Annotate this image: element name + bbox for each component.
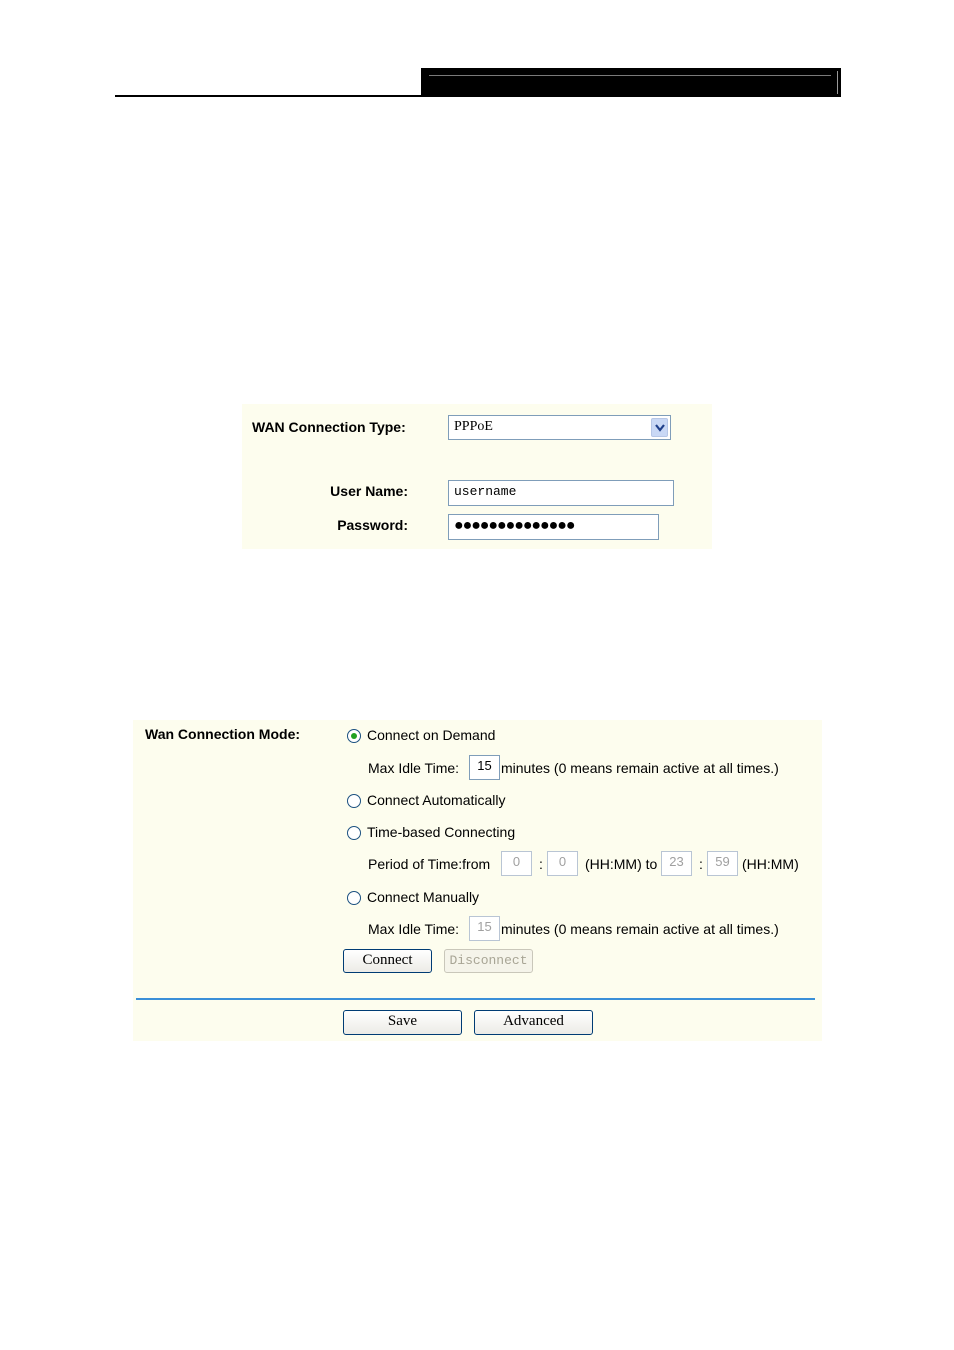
on-demand-idle-label: Max Idle Time: [368,760,460,776]
user-name-field[interactable]: username [448,480,674,506]
connect-on-demand-label: Connect on Demand [367,727,496,743]
on-demand-idle-suffix: minutes (0 means remain active at all times.) [501,760,779,776]
from-minute-input[interactable]: 0 [547,851,578,876]
radio-connect-automatically[interactable] [346,793,362,809]
user-name-label: User Name: [330,483,408,499]
period-of-time-label: Period of Time:from [368,856,491,872]
radio-connect-manually[interactable] [346,890,362,906]
manual-idle-input[interactable]: 15 [469,916,500,941]
from-hour-input[interactable]: 0 [501,851,532,876]
connect-manually-label: Connect Manually [367,889,480,905]
connect-button[interactable]: Connect [343,949,432,973]
header-bar-inner-line [429,75,831,76]
disconnect-button[interactable]: Disconnect [444,949,533,973]
connect-automatically-label: Connect Automatically [367,792,506,808]
wan-connection-type-select[interactable] [448,415,671,440]
manual-idle-label: Max Idle Time: [368,921,460,937]
radio-time-based-connecting[interactable] [346,825,362,841]
to-hour-input[interactable]: 23 [661,851,692,876]
period-suffix: (HH:MM) [742,856,799,872]
wan-connection-type-value: PPPoE [454,419,493,434]
chevron-down-icon[interactable] [651,418,668,437]
period-to-text: (HH:MM) to [585,856,658,872]
wan-connection-mode-label: Wan Connection Mode: [145,726,301,742]
password-field[interactable]: ●●●●●●●●●●●●●● [448,514,659,540]
time-based-connecting-label: Time-based Connecting [367,824,516,840]
header-bar [421,68,841,97]
password-label: Password: [337,517,408,533]
wan-type-panel [242,404,712,549]
section-divider [136,998,815,1000]
manual-idle-suffix: minutes (0 means remain active at all times.) [501,921,779,937]
to-minute-input[interactable]: 59 [707,851,738,876]
header-bar-tick [837,71,838,94]
time-separator: : [539,856,543,872]
advanced-button[interactable]: Advanced [474,1010,593,1035]
wan-mode-panel [133,720,822,1041]
wan-connection-type-label: WAN Connection Type: [252,419,406,435]
on-demand-idle-input[interactable]: 15 [469,755,500,780]
save-button[interactable]: Save [343,1010,462,1035]
radio-connect-on-demand[interactable] [346,728,362,744]
time-separator: : [699,856,703,872]
